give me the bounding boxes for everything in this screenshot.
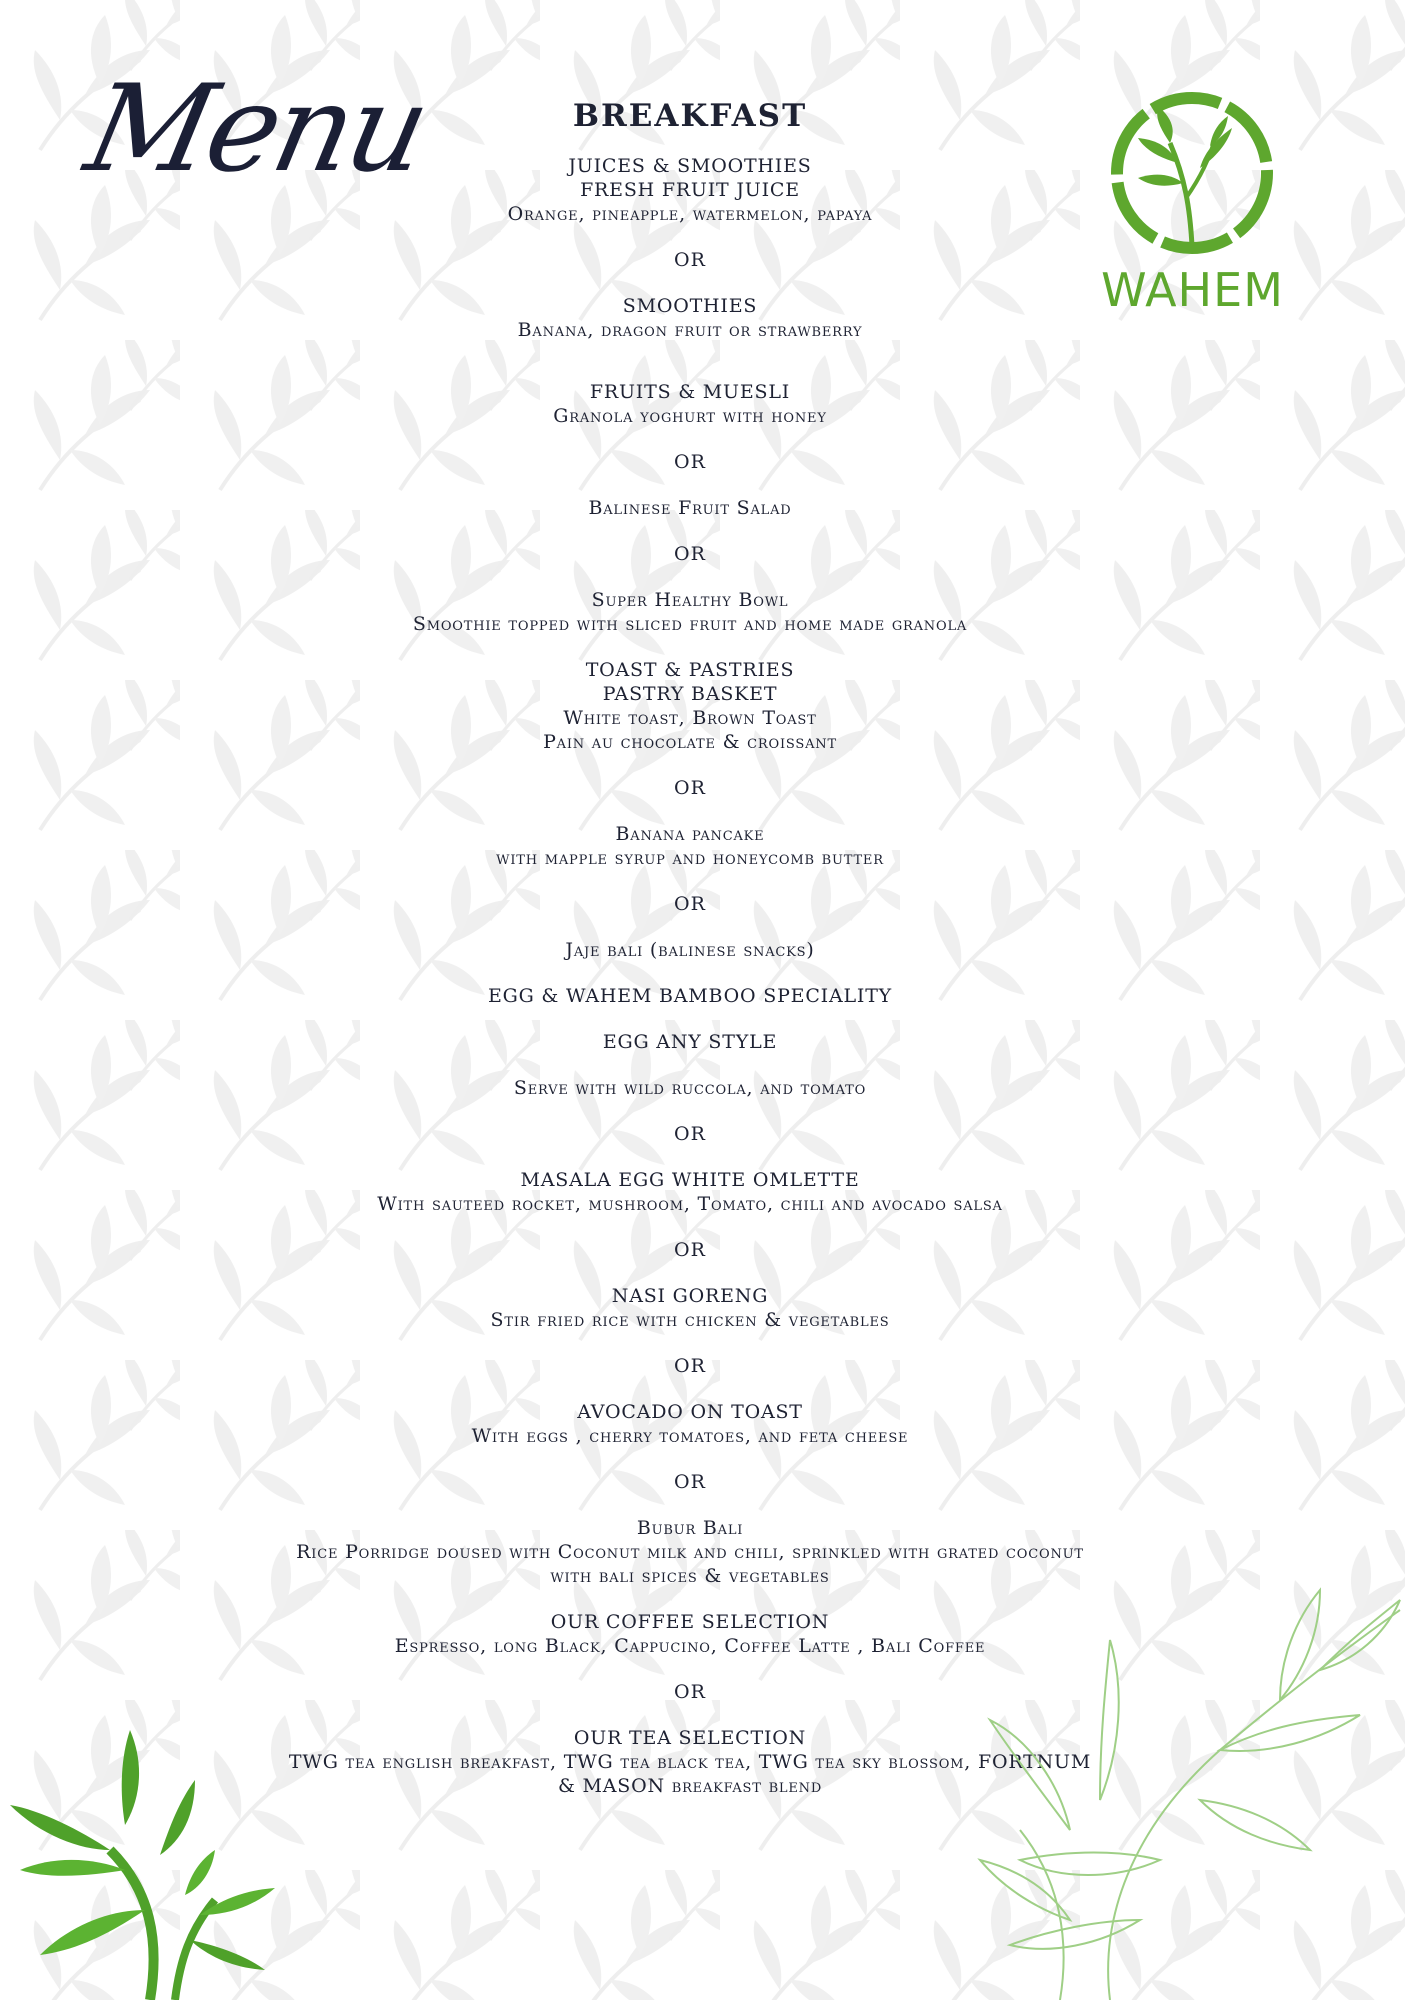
menu-item-title: Serve with wild ruccola, and tomato — [513, 1077, 867, 1099]
menu-item-title: Jaje bali (balinese snacks) — [565, 939, 815, 961]
menu-item-title: Balinese Fruit Salad — [588, 497, 792, 519]
or-separator: OR — [674, 451, 706, 473]
menu-item-title: MASALA EGG WHITE OMLETTE — [520, 1169, 860, 1191]
menu-item — [120, 1168, 1260, 1216]
menu-item-description: FRESH FRUIT JUICE — [580, 179, 800, 201]
or-separator: OR — [674, 1123, 706, 1145]
menu-item — [120, 1400, 1260, 1448]
or-separator: OR — [674, 1681, 706, 1703]
menu-item — [120, 380, 1260, 428]
or-separator: OR — [674, 1239, 706, 1261]
menu-item — [120, 496, 1260, 520]
menu-item-description: TWG tea english breakfast, TWG tea black tea, TWG tea sky blossom, FORTNUM — [288, 1751, 1092, 1773]
or-separator: OR — [674, 249, 706, 271]
menu-script-title: Menu — [75, 60, 438, 199]
menu-item — [120, 822, 1260, 870]
or-separator: OR — [674, 543, 706, 565]
menu-item-title: AVOCADO ON TOAST — [577, 1401, 803, 1423]
menu-item — [120, 658, 1260, 754]
menu-item-description: PASTRY BASKET — [602, 683, 778, 705]
menu-item-description: with bali spices & vegetables — [550, 1565, 830, 1587]
menu-item — [120, 1030, 1260, 1054]
menu-item-title: FRUITS & MUESLI — [589, 381, 791, 403]
or-separator: OR — [674, 777, 706, 799]
menu-item-title: TOAST & PASTRIES — [585, 659, 795, 681]
menu-item-description: With eggs , cherry tomatoes, and feta cheese — [471, 1425, 909, 1447]
menu-item — [120, 984, 1260, 1008]
menu-item-title: Bubur Bali — [636, 1517, 744, 1539]
menu-item-title: EGG ANY STYLE — [602, 1031, 778, 1053]
menu-item — [120, 1284, 1260, 1332]
menu-item-description: with mapple syrup and honeycomb butter — [496, 847, 884, 869]
section-title: BREAKFAST — [572, 98, 808, 134]
menu-item-description: Rice Porridge doused with Coconut milk and chili, sprinkled with grated coconut — [296, 1541, 1084, 1563]
menu-item-description: Granola yoghurt with honey — [553, 405, 827, 427]
menu-item — [120, 938, 1260, 962]
bamboo-leaves-bottom-left-icon — [0, 1700, 290, 2000]
menu-item-title: Super Healthy Bowl — [591, 589, 789, 611]
menu-item-title: OUR TEA SELECTION — [573, 1727, 807, 1749]
menu-item-title: OUR COFFEE SELECTION — [550, 1611, 830, 1633]
menu-item-description: White toast, Brown Toast — [563, 707, 817, 729]
menu-item-description: Stir fried rice with chicken & vegetables — [490, 1309, 890, 1331]
or-separator: OR — [674, 893, 706, 915]
menu-item-description: Banana, dragon fruit or strawberry — [517, 319, 863, 341]
menu-item — [120, 1076, 1260, 1100]
menu-item-title: SMOOTHIES — [622, 295, 758, 317]
menu-item — [120, 294, 1260, 342]
menu-item-title: JUICES & SMOOTHIES — [568, 155, 812, 177]
menu-item-description: Orange, pineapple, watermelon, papaya — [507, 203, 873, 225]
logo-wordmark: WAHEM — [1101, 263, 1284, 317]
menu-item-description: Smoothie topped with sliced fruit and home made granola — [412, 613, 968, 635]
menu-item-title: EGG & WAHEM BAMBOO SPECIALITY — [487, 985, 893, 1007]
menu-item-description: Espresso, long Black, Cappucino, Coffee Latte , Bali Coffee — [394, 1635, 986, 1657]
menu-item — [120, 154, 1260, 226]
menu-item — [120, 588, 1260, 636]
menu-item-description: & MASON breakfast blend — [557, 1775, 823, 1797]
menu-item-title: Banana pancake — [615, 823, 765, 845]
menu-item-description: Pain au chocolate & croissant — [543, 731, 837, 753]
or-separator: OR — [674, 1471, 706, 1493]
outlined-leaves-bottom-right-icon — [900, 1500, 1405, 2000]
menu-item-description: With sauteed rocket, mushroom, Tomato, chili and avocado salsa — [377, 1193, 1003, 1215]
or-separator: OR — [674, 1355, 706, 1377]
menu-item-title: NASI GORENG — [611, 1285, 769, 1307]
